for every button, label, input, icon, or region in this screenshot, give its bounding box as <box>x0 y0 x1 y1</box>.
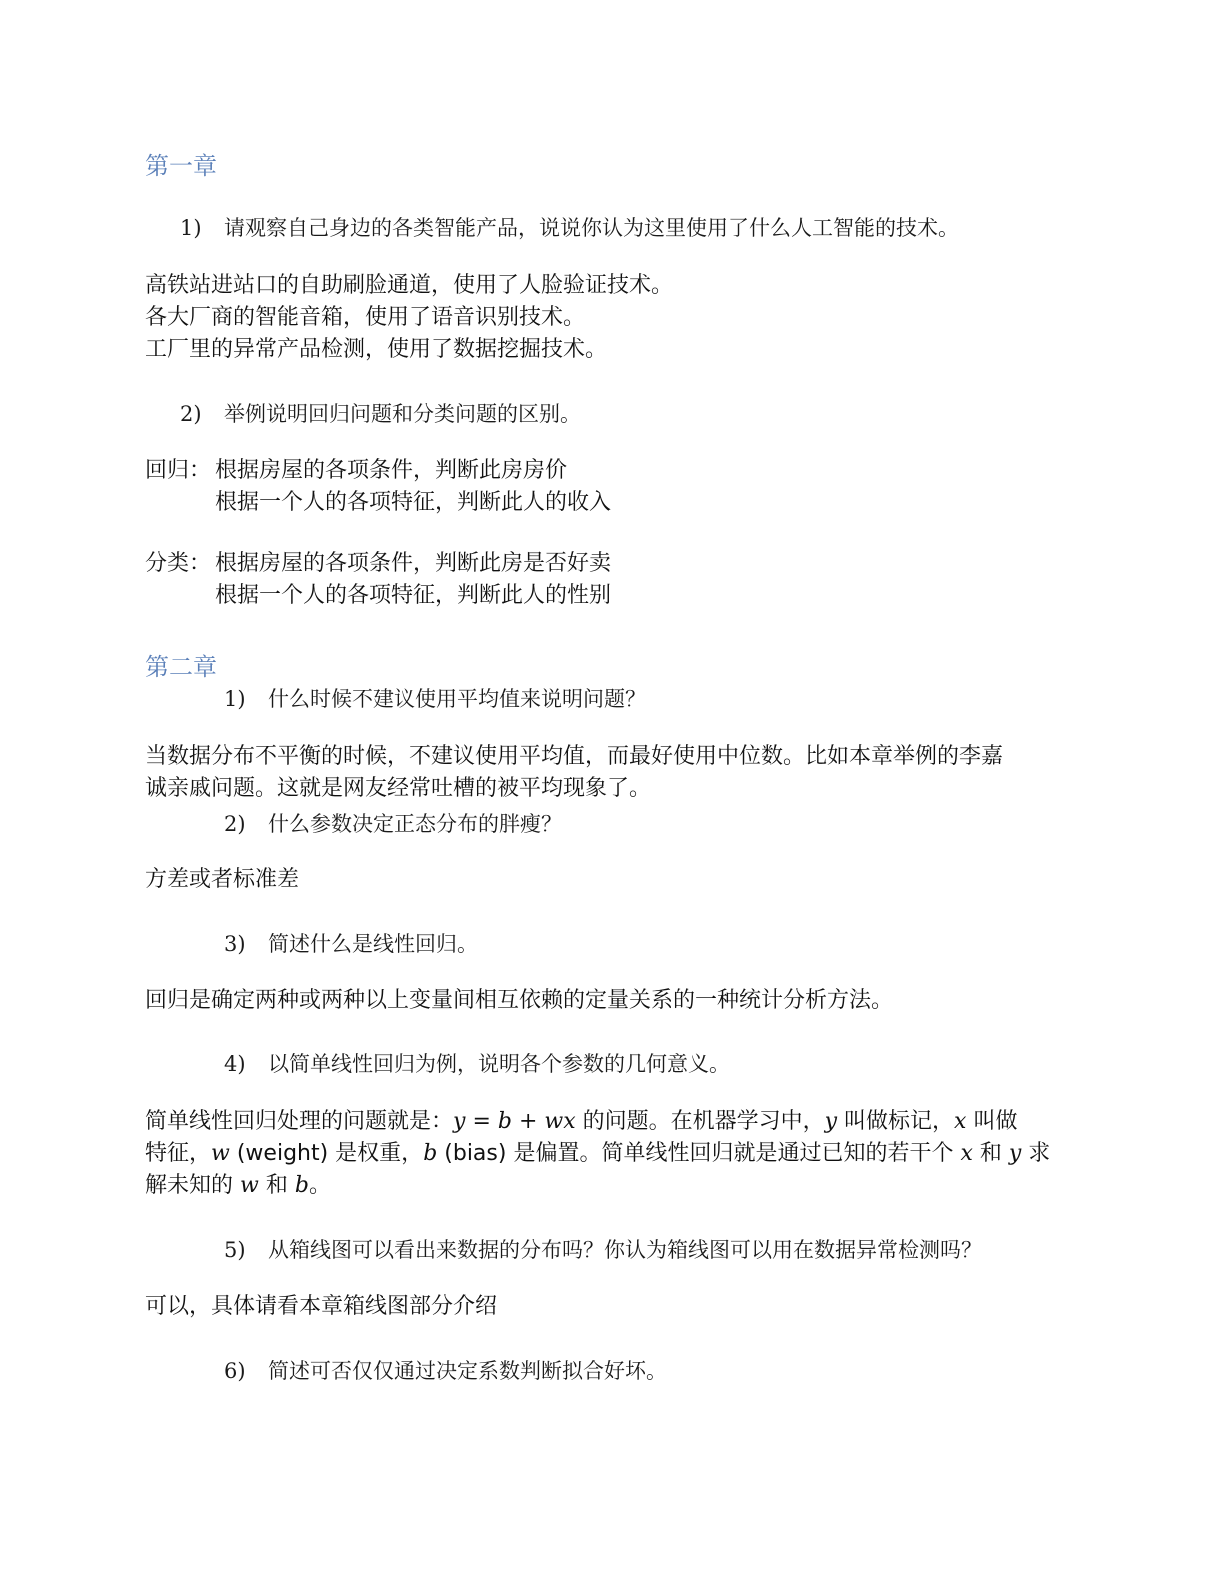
math-var: x <box>954 1109 967 1134</box>
question-text: 请观察自己身边的各类智能产品，说说你认为这里使用了什么人工智能的技术。 <box>224 216 959 240</box>
answer-line: 高铁站进站口的自助刷脸通道，使用了人脸验证技术。 <box>145 273 674 298</box>
text-run: 特征， <box>145 1141 212 1166</box>
text-run: 的问题。在机器学习中， <box>575 1109 825 1134</box>
example-item: 根据房屋的各项条件，判断此房房价 <box>215 458 568 483</box>
question-text: 什么参数决定正态分布的胖瘦？ <box>268 812 562 836</box>
classification-label: 分类： <box>145 551 212 576</box>
ch2-question-6 <box>224 1355 1164 1385</box>
question-text: 简述什么是线性回归。 <box>268 932 478 956</box>
math-var: y <box>824 1109 838 1134</box>
answer-line: 当数据分布不平衡的时候，不建议使用平均值，而最好使用中位数。比如本章举例的李嘉 <box>145 744 1004 769</box>
text-run: 简单线性回归处理的问题就是： <box>145 1109 454 1134</box>
question-number: 2) <box>224 812 246 836</box>
text-run: 叫做 <box>966 1109 1018 1134</box>
ch2-answer-1 <box>145 741 1085 805</box>
text-run: 叫做标记， <box>837 1109 955 1134</box>
ch2-question-5 <box>224 1234 1164 1264</box>
question-number: 3) <box>224 932 246 956</box>
question-text: 以简单线性回归为例，说明各个参数的几何意义。 <box>268 1052 730 1076</box>
answer-line: 诚亲戚问题。这就是网友经常吐槽的被平均现象了。 <box>145 776 652 801</box>
question-text: 从箱线图可以看出来数据的分布吗？你认为箱线图可以用在数据异常检测吗？ <box>268 1238 982 1262</box>
math-var: b <box>423 1141 438 1166</box>
math-var: w <box>211 1141 230 1166</box>
text-run: (bias) 是偏置。简单线性回归就是通过已知的若干个 <box>437 1141 961 1166</box>
ch2-answer-3: 回归是确定两种或两种以上变量间相互依赖的定量关系的一种统计分析方法。 <box>145 988 894 1013</box>
regression-examples <box>145 455 1085 519</box>
ch2-question-2 <box>224 808 1164 838</box>
text-run: 和 <box>258 1173 295 1198</box>
math-var: y <box>1008 1141 1022 1166</box>
text-run: 求 <box>1021 1141 1051 1166</box>
linear-formula: y = b + wx <box>453 1109 576 1134</box>
answer-line <box>145 1106 1085 1138</box>
math-var: x <box>960 1141 973 1166</box>
question-number: 1) <box>224 687 246 711</box>
answer-line <box>145 1138 1085 1170</box>
ch2-question-4 <box>224 1048 1164 1078</box>
ch2-answer-2: 方差或者标准差 <box>145 867 300 892</box>
answer-line: 各大厂商的智能音箱，使用了语音识别技术。 <box>145 305 586 330</box>
example-item: 根据一个人的各项特征，判断此人的收入 <box>215 490 612 515</box>
math-var: b <box>294 1173 309 1198</box>
regression-label: 回归： <box>145 458 212 483</box>
ch2-answer-4 <box>145 1106 1085 1202</box>
question-number: 1) <box>180 216 202 240</box>
ch2-answer-5: 可以，具体请看本章箱线图部分介绍 <box>145 1294 498 1319</box>
question-number: 2) <box>180 402 202 426</box>
math-var: w <box>240 1173 259 1198</box>
text-run: 。 <box>308 1173 331 1198</box>
question-text: 简述可否仅仅通过决定系数判断拟合好坏。 <box>268 1359 667 1383</box>
answer-line <box>145 1170 1085 1202</box>
ch1-question-2 <box>180 398 1120 428</box>
chapter-1-title: 第一章 <box>145 153 217 180</box>
chapter-2-title: 第二章 <box>145 654 217 681</box>
example-item: 根据一个人的各项特征，判断此人的性别 <box>215 583 612 608</box>
ch1-question-1 <box>180 212 1120 242</box>
question-text: 什么时候不建议使用平均值来说明问题？ <box>268 687 646 711</box>
question-text: 举例说明回归问题和分类问题的区别。 <box>224 402 581 426</box>
example-item: 根据房屋的各项条件，判断此房是否好卖 <box>215 551 612 576</box>
ch2-question-3 <box>224 928 1164 958</box>
ch1-answer-1 <box>145 270 1085 366</box>
answer-line: 工厂里的异常产品检测，使用了数据挖掘技术。 <box>145 337 608 362</box>
text-run: 和 <box>972 1141 1009 1166</box>
classification-examples <box>145 548 1085 612</box>
text-run: 解未知的 <box>145 1173 240 1198</box>
question-number: 4) <box>224 1052 246 1076</box>
question-number: 5) <box>224 1238 246 1262</box>
question-number: 6) <box>224 1359 246 1383</box>
text-run: (weight) 是权重， <box>229 1141 424 1166</box>
ch2-question-1 <box>224 683 1164 713</box>
